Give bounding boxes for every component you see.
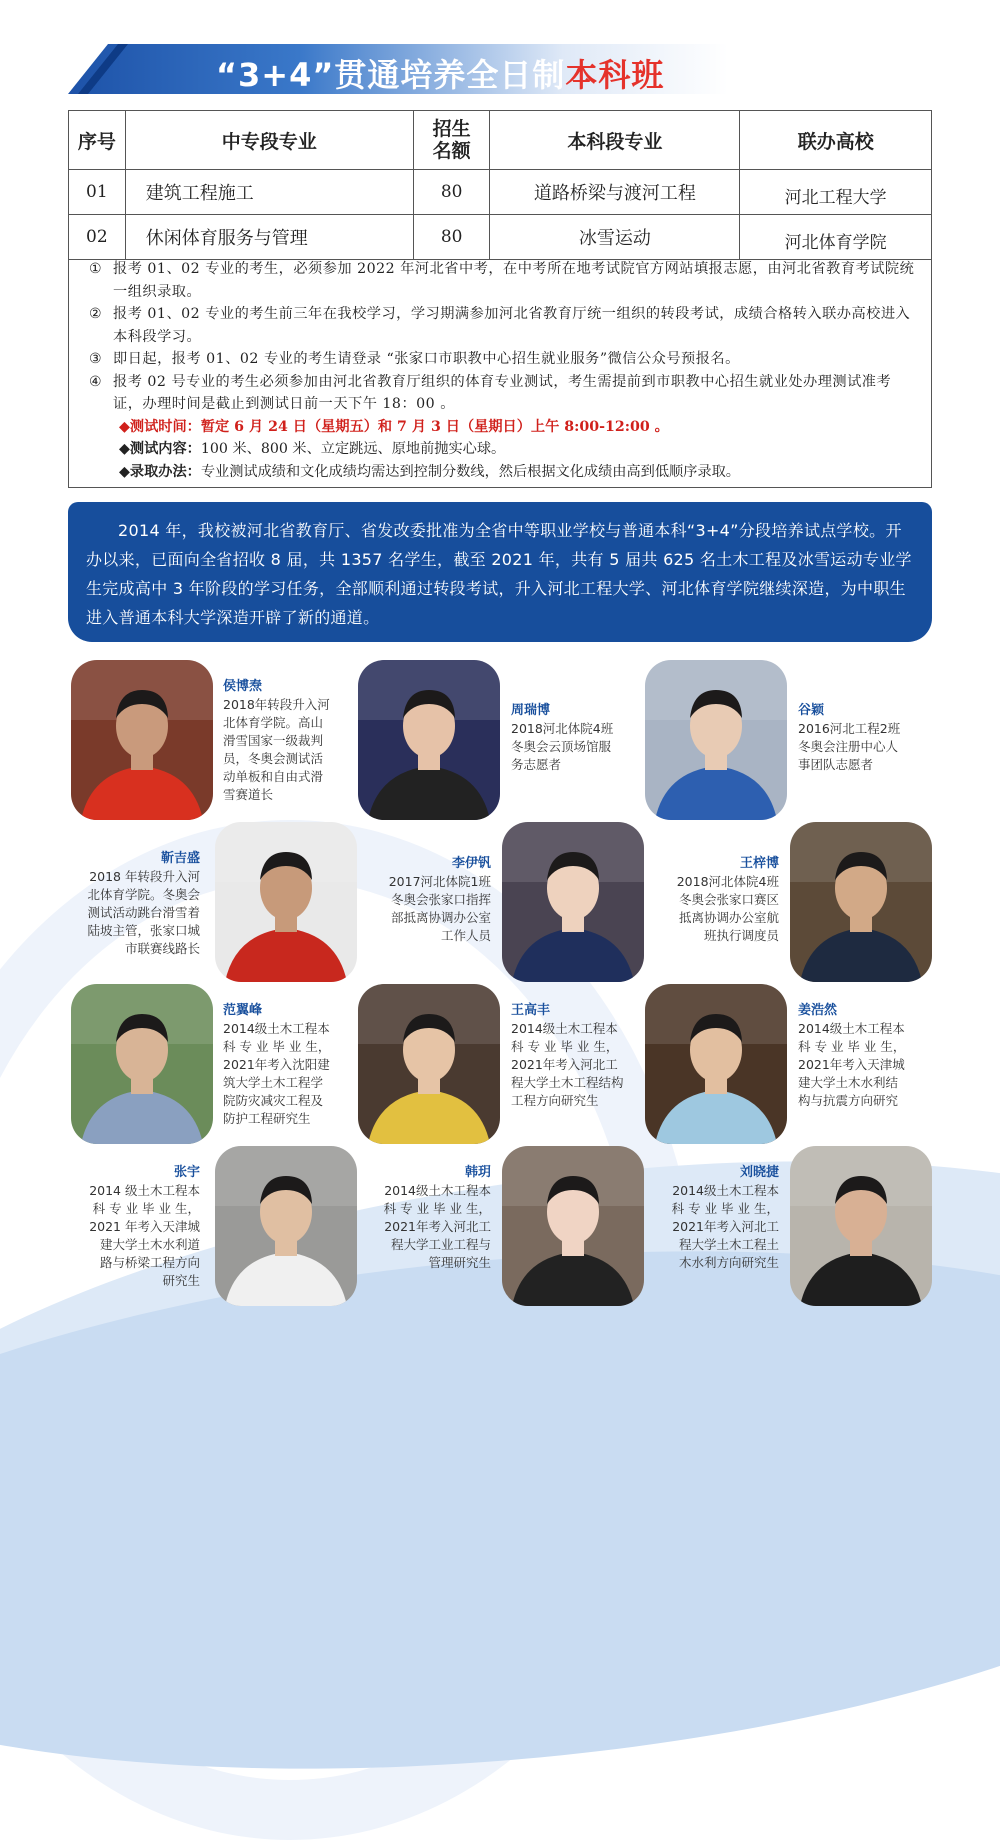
alumni-description-line: 程大学土木工程结构 bbox=[511, 1075, 624, 1090]
alumni-caption bbox=[60, 1164, 200, 1290]
alumni-description-line: 冬奥会张家口赛区 bbox=[678, 892, 779, 907]
alumni-description-line: 2021 年考入天津城 bbox=[89, 1219, 200, 1234]
alumni-description-line: 院防灾减灾工程及 bbox=[223, 1093, 324, 1108]
test-content-value: 100 米、800 米、立定跳远、原地前抛实心球。 bbox=[200, 441, 506, 457]
alumni-name: 张宇 bbox=[173, 1165, 200, 1180]
alumni-description-line: 冬奥会注册中心人 bbox=[798, 739, 899, 754]
alumni-photo bbox=[71, 984, 213, 1144]
alumni-description-line: 防护工程研究生 bbox=[223, 1111, 311, 1126]
alumni-caption bbox=[798, 702, 926, 774]
alumni-description-line: 滑雪国家一级裁判 bbox=[223, 733, 324, 748]
alumni-description-line: 事团队志愿者 bbox=[798, 757, 874, 772]
alumni-description-line: 务志愿者 bbox=[511, 757, 562, 772]
table-row bbox=[69, 170, 932, 215]
alumni-description-line: 2018 年转段升入河 bbox=[89, 869, 200, 884]
alumni-description-line: 科 专 业 毕 业 生， bbox=[798, 1039, 906, 1054]
alumni-description-line: 北体育学院。冬奥会 bbox=[87, 887, 200, 902]
header-cell: 序号 bbox=[69, 111, 126, 170]
alumni-photo bbox=[215, 1146, 357, 1306]
title-banner bbox=[68, 44, 728, 94]
alumni-description-line: 2021年考入河北工 bbox=[672, 1219, 779, 1234]
alumni-name: 靳吉盛 bbox=[160, 851, 200, 866]
alumni-photo bbox=[502, 822, 644, 982]
alumni-caption bbox=[635, 1164, 779, 1272]
alumni-caption bbox=[798, 1002, 926, 1110]
alumni-caption bbox=[223, 678, 351, 804]
title-highlight: 本科班 bbox=[565, 56, 665, 94]
alumni-caption bbox=[347, 855, 491, 945]
alumni-description-line: 冬奥会云顶场馆服 bbox=[511, 739, 612, 754]
note-text: 即日起，报考 01、02 专业的考生请登录 “张家口市职教中心招生就业服务”微信公众号预报名。 bbox=[113, 351, 740, 367]
cell-bachelor: 道路桥梁与渡河工程 bbox=[490, 170, 740, 215]
note-text: 报考 01、02 专业的考生前三年在我校学习，学习期满参加河北省教育厅统一组织的转段考试，成绩合格转入联办高校进入本科段学习。 bbox=[113, 306, 911, 345]
cell-no: 02 bbox=[69, 215, 126, 260]
alumni-description-line: 2017河北体院1班 bbox=[388, 874, 491, 889]
cell-university: 河北工程大学 bbox=[740, 170, 932, 215]
header-quota: 招生名额 bbox=[432, 118, 471, 162]
header-cell: 联办高校 bbox=[740, 111, 932, 170]
alumni-description-line: 科 专 业 毕 业 生， bbox=[511, 1039, 619, 1054]
alumni-name: 侯博焘 bbox=[223, 679, 263, 694]
alumni-caption bbox=[511, 1002, 639, 1110]
alumni-description-line: 北体育学院。高山 bbox=[223, 715, 324, 730]
alumni-caption bbox=[347, 1164, 491, 1272]
alumni-description-line: 部抵离协调办公室 bbox=[390, 910, 491, 925]
alumni-description-line: 测试活动跳台滑雪着 bbox=[87, 905, 200, 920]
alumni-description-line: 建大学土木水利结 bbox=[798, 1075, 899, 1090]
alumni-description-line: 雪赛道长 bbox=[223, 787, 274, 802]
test-time-value: 暂定 6 月 24 日（星期五）和 7 月 3 日（星期日）上午 8:00-12:00 。 bbox=[200, 418, 669, 435]
header-cell bbox=[413, 111, 490, 170]
cell-university: 河北体育学院 bbox=[740, 215, 932, 260]
alumni-description-line: 木水利方向研究生 bbox=[678, 1255, 779, 1270]
alumni-description-line: 研究生 bbox=[162, 1273, 200, 1288]
test-admission-value: 专业测试成绩和文化成绩均需达到控制分数线，然后根据文化成绩由高到低顺序录取。 bbox=[200, 463, 740, 480]
alumni-description-line: 2021年考入河北工 bbox=[384, 1219, 491, 1234]
note-number: ② bbox=[89, 306, 102, 322]
enrollment-table bbox=[68, 110, 932, 260]
note-item bbox=[89, 371, 917, 416]
alumni-photo bbox=[71, 660, 213, 820]
alumni-name: 王高丰 bbox=[511, 1003, 551, 1018]
test-admission bbox=[89, 461, 917, 484]
alumni-photo bbox=[358, 660, 500, 820]
alumni-photo bbox=[502, 1146, 644, 1306]
alumni-description-line: 动单板和自由式滑 bbox=[223, 769, 324, 784]
alumni-name: 范翼峰 bbox=[223, 1003, 263, 1018]
note-item bbox=[89, 258, 917, 303]
alumni-caption bbox=[511, 702, 639, 774]
alumni-photo bbox=[358, 984, 500, 1144]
alumni-description-line: 2021年考入天津城 bbox=[798, 1057, 905, 1072]
alumni-description-line: 2018河北体院4班 bbox=[676, 874, 779, 889]
alumni-name: 王梓博 bbox=[739, 856, 779, 871]
header-cell: 本科段专业 bbox=[490, 111, 740, 170]
alumni-name: 姜浩然 bbox=[798, 1003, 838, 1018]
alumni-name: 谷颖 bbox=[798, 703, 825, 718]
note-number: ④ bbox=[89, 373, 102, 390]
notes-box bbox=[68, 250, 932, 488]
alumni-description-line: 筑大学土木工程学 bbox=[223, 1075, 324, 1090]
alumni-description-line: 2014级土木工程本 bbox=[223, 1021, 330, 1036]
alumni-caption bbox=[223, 1002, 351, 1128]
alumni-description-line: 工作人员 bbox=[440, 928, 491, 943]
alumni-name: 刘晓捷 bbox=[739, 1165, 779, 1180]
test-time-label: ◆测试时间： bbox=[119, 418, 201, 435]
alumni-description-line: 2014级土木工程本 bbox=[798, 1021, 905, 1036]
alumni-description-line: 科 专 业 毕 业 生， bbox=[383, 1201, 491, 1216]
alumni-photo bbox=[645, 660, 787, 820]
note-text: 报考 01、02 专业的考生，必须参加 2022 年河北省中考，在中考所在地考试院官方网站填报志愿，由河北省教育考试院统一组织录取。 bbox=[113, 261, 915, 300]
alumni-description-line: 2018河北体院4班 bbox=[511, 721, 614, 736]
alumni-description-line: 班执行调度员 bbox=[703, 928, 779, 943]
alumni-description-line: 工程方向研究生 bbox=[511, 1093, 599, 1108]
note-item bbox=[89, 303, 917, 348]
alumni-description-line: 抵离协调办公室航 bbox=[678, 910, 779, 925]
alumni-description-line: 2014级土木工程本 bbox=[511, 1021, 618, 1036]
cell-quota: 80 bbox=[413, 215, 490, 260]
header-cell: 中专段专业 bbox=[125, 111, 413, 170]
alumni-caption bbox=[635, 855, 779, 945]
alumni-photo bbox=[790, 1146, 932, 1306]
alumni-photo bbox=[645, 984, 787, 1144]
alumni-description-line: 构与抗震方向研究 bbox=[798, 1093, 899, 1108]
alumni-description-line: 市联赛线路长 bbox=[124, 941, 200, 956]
title-main: “3+4”贯通培养全日制 bbox=[216, 56, 566, 94]
test-content-label: ◆测试内容： bbox=[119, 441, 201, 457]
cell-quota: 80 bbox=[413, 170, 490, 215]
note-item bbox=[89, 348, 917, 371]
note-number: ① bbox=[89, 261, 102, 277]
cell-bachelor: 冰雪运动 bbox=[490, 215, 740, 260]
alumni-description-line: 建大学土木水利道 bbox=[99, 1237, 200, 1252]
cell-major: 休闲体育服务与管理 bbox=[125, 215, 413, 260]
intro-paragraph: 2014 年，我校被河北省教育厅、省发改委批准为全省中等职业学校与普通本科“3+4”分段培养试点学校。开办以来，已面向全省招收 8 届，共 1357 名学生，截至 2021 年，共有 5 届共 625 名土木工程及冰雪运动专业学生完成高中 3 年阶段的学习任务，全部顺利通过转段考试，升入河北工程大学、河北体育学院继续深造，为中职生进入普通本科大学深造开辟了新的通道。 bbox=[68, 502, 932, 642]
alumni-description-line: 程大学土木工程土 bbox=[678, 1237, 779, 1252]
note-text: 报考 02 号专业的考生必须参加由河北省教育厅组织的体育专业测试，考生需提前到市职教中心招生就业处办理测试准考证，办理时间是截止到测试日前一天下午 18：00 。 bbox=[113, 373, 892, 412]
alumni-description-line: 科 专 业 毕 业 生， bbox=[92, 1201, 200, 1216]
cell-major: 建筑工程施工 bbox=[125, 170, 413, 215]
alumni-photo bbox=[790, 822, 932, 982]
alumni-description-line: 路与桥梁工程方向 bbox=[99, 1255, 200, 1270]
alumni-description-line: 2014级土木工程本 bbox=[672, 1183, 779, 1198]
alumni-name: 周瑞博 bbox=[511, 703, 551, 718]
alumni-photo bbox=[215, 822, 357, 982]
alumni-description-line: 科 专 业 毕 业 生， bbox=[671, 1201, 779, 1216]
test-admission-label: ◆录取办法： bbox=[119, 463, 201, 480]
note-number: ③ bbox=[89, 351, 102, 367]
table-header-row bbox=[69, 111, 932, 170]
alumni-description-line: 2016河北工程2班 bbox=[798, 721, 901, 736]
alumni-description-line: 2014级土木工程本 bbox=[384, 1183, 491, 1198]
alumni-description-line: 2014 级土木工程本 bbox=[89, 1183, 200, 1198]
alumni-description-line: 管理研究生 bbox=[428, 1255, 491, 1270]
alumni-description-line: 程大学工业工程与 bbox=[390, 1237, 491, 1252]
alumni-description-line: 2021年考入河北工 bbox=[511, 1057, 618, 1072]
alumni-name: 李伊钒 bbox=[451, 856, 491, 871]
alumni-description-line: 科 专 业 毕 业 生， bbox=[223, 1039, 331, 1054]
alumni-description-line: 员，冬奥会测试活 bbox=[223, 751, 324, 766]
alumni-caption bbox=[60, 850, 200, 958]
page-title bbox=[216, 50, 664, 96]
alumni-description-line: 陆坡主管，张家口城 bbox=[87, 923, 200, 938]
alumni-description-line: 2021年考入沈阳建 bbox=[223, 1057, 330, 1072]
alumni-description-line: 2018年转段升入河 bbox=[223, 697, 330, 712]
test-time bbox=[89, 416, 917, 439]
alumni-name: 韩玥 bbox=[464, 1165, 491, 1180]
cell-no: 01 bbox=[69, 170, 126, 215]
test-content bbox=[89, 438, 917, 461]
alumni-description-line: 冬奥会张家口指挥 bbox=[390, 892, 491, 907]
